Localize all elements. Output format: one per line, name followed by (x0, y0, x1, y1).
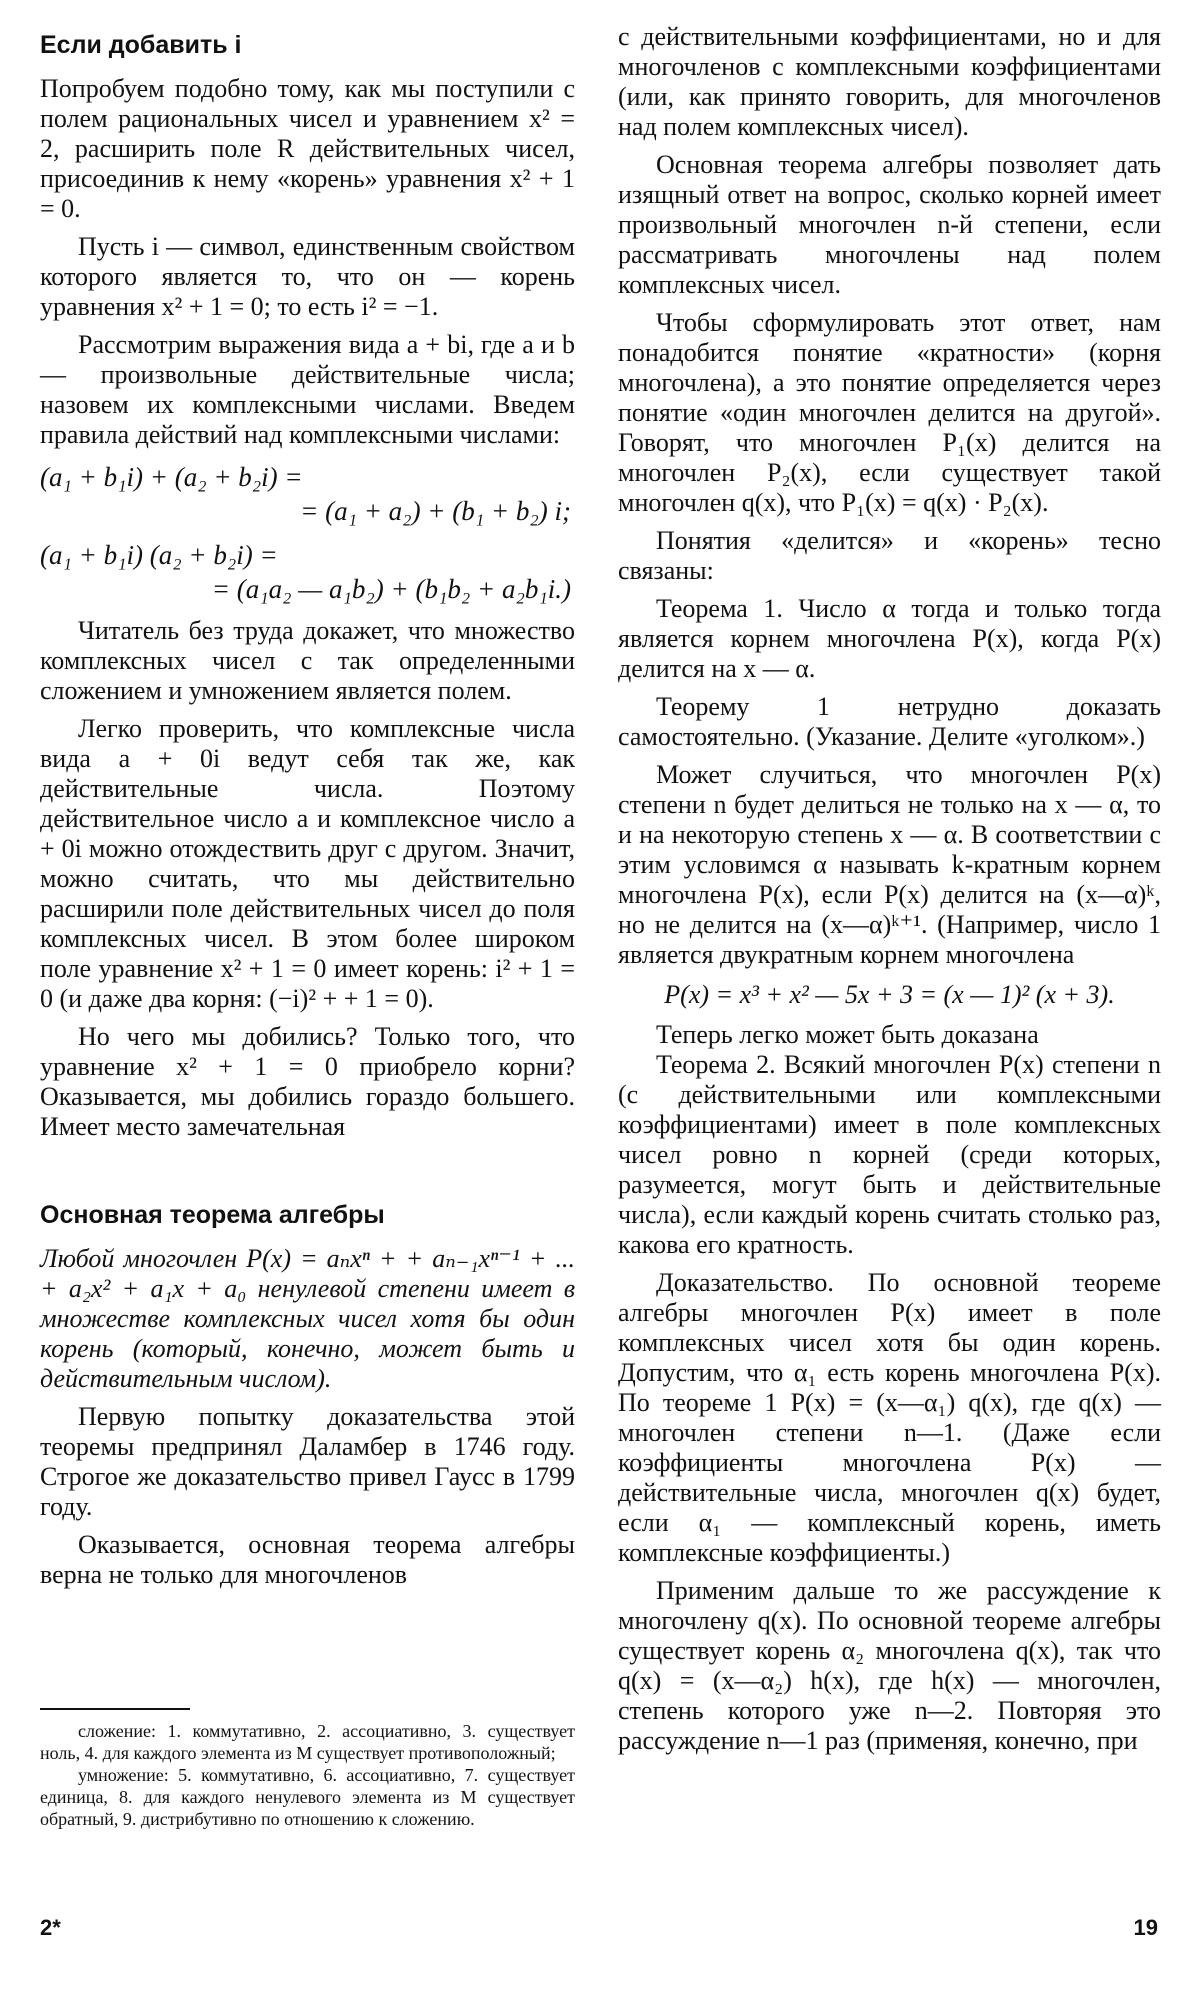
paragraph: Теперь легко может быть доказана (656, 1020, 1039, 1049)
paragraph: Первую попытку доказательства этой теоремы предпринял Даламбер в 1746 году. Строгое же доказательство привел Гаусс в 1799 году. (40, 1402, 575, 1521)
section-heading-fundamental-theorem: Основная теорема алгебры (40, 1201, 385, 1229)
paragraph: Рассмотрим выражения вида a + bi, где a и b — произвольные действительные числа; назовем их комплексными числами. Введем правила действий над комплексными числами: (40, 330, 575, 449)
paragraph: Оказывается, основная теорема алгебры верна не только для многочленов (40, 1530, 575, 1589)
theorem-1: Теорема 1. Число α тогда и только тогда является корнем многочлена P(x), когда P(x) делится на x — α. (618, 594, 1161, 683)
theorem-2: Теорема 2. Всякий многочлен P(x) степени n (с действительными или комплексными коэффициентами) имеет в поле комплексных чисел ровно n корней (среди которых, разумеется, могут быть и действительные числа), если каждый корень считать столько раз, какова его кратность. (618, 1050, 1161, 1259)
paragraph: Теорему 1 нетрудно доказать самостоятельно. (Указание. Делите «уголком».) (618, 692, 1161, 751)
formula-addition (40, 460, 575, 528)
paragraph: Легко проверить, что комплексные числа вида a + 0i ведут себя так же, как действительные числа. Поэтому действительное число a и комплексное число a + 0i можно отождествить друг с другом. Значит, можно считать, что мы действительно расширили поле действительных чисел до поля комплексных чисел. В этом более широком поле уравнение x² + 1 = 0 имеет корень: i² + 1 = 0 (и даже два корня: (−i)² + + 1 = 0). (40, 714, 575, 1013)
paragraph: Но чего мы добились? Только того, что уравнение x² + 1 = 0 приобрело корни? Оказывается, мы добились гораздо большего. Имеет место замечательная (40, 1022, 575, 1141)
footnote-multiplication: умножение: 5. коммутативно, 6. ассоциативно, 7. существует единица, 8. для каждого ненулевого элемента из M существует обратный, 9. дистрибутивно по отношению к сложению. (40, 1765, 575, 1829)
formula-line: (a₁ + b₁i) + (a₂ + b₂i) = (40, 462, 303, 492)
right-column (618, 22, 1161, 1756)
signature-mark: 2* (40, 1915, 61, 1940)
formula-line: (a₁ + b₁i) (a₂ + b₂i) = (40, 540, 278, 570)
formula-line: = (a₁a₂ — a₁b₂) + (b₁b₂ + a₂b₁i.) (211, 574, 571, 604)
left-column (40, 22, 575, 1830)
section-heading-adding-i: Если добавить i (40, 31, 242, 59)
paragraph: Читатель без труда докажет, что множество комплексных чисел с так определенными сложением и умножением является полем. (40, 616, 575, 705)
footnote-divider (40, 1708, 190, 1710)
paragraph: Попробуем подобно тому, как мы поступили с полем рациональных чисел и уравнением x² = 2, расширить поле R действительных чисел, присоединив к нему «корень» уравнения x² + 1 = 0. (40, 74, 575, 223)
page-number: 19 (1133, 1915, 1158, 1940)
paragraph: Может случиться, что многочлен P(x) степени n будет делиться не только на x — α, то и на некоторую степень x — α. В соответствии с этим условимся α называть k-кратным корнем многочлена P(x), если P(x) делится на (x—α)ᵏ, но не делится на (x—α)ᵏ⁺¹. (Например, число 1 является двукратным корнем многочлена (618, 760, 1161, 969)
paragraph: Чтобы сформулировать этот ответ, нам понадобится понятие «кратности» (корня многочлена), а это понятие определяется через понятие «один многочлен делится на другой». Говорят, что многочлен P₁(x) делится на многочлен P₂(x), если существует такой многочлен q(x), что P₁(x) = q(x) · P₂(x). (618, 308, 1161, 517)
paragraph: Применим дальше то же рассуждение к многочлену q(x). По основной теореме алгебры существует корень α₂ многочлена q(x), так что q(x) = (x—α₂) h(x), где h(x) — многочлен, степень которого уже n—2. Повторяя это рассуждение n—1 раз (применяя, конечно, при (618, 1576, 1161, 1755)
proof: Доказательство. По основной теореме алгебры многочлен P(x) имеет в поле комплексных чисел хотя бы один корень. Допустим, что α₁ есть корень многочлена P(x). По теореме 1 P(x) = (x—α₁) q(x), где q(x) — многочлен степени n—1. (Даже если коэффициенты многочлена P(x) — действительные числа, многочлен q(x) будет, если α₁ — комплексный корень, иметь комплексные коэффициенты.) (618, 1268, 1161, 1567)
paragraph: с действительными коэффициентами, но и для многочленов с комплексными коэффициентами (или, как принято говорить, для многочленов над полем комплексных чисел). (618, 22, 1161, 141)
paragraph: Понятия «делится» и «корень» тесно связаны: (618, 526, 1161, 585)
formula-multiplication (40, 538, 575, 606)
footnote-addition: сложение: 1. коммутативно, 2. ассоциативно, 3. существует ноль, 4. для каждого элемента из M существует противоположный; (40, 1721, 575, 1763)
formula-line: = (a₁ + a₂) + (b₁ + b₂) i; (300, 496, 571, 526)
formula-example-polynomial: P(x) = x³ + x² — 5x + 3 = (x — 1)² (x + 3). (664, 980, 1115, 1009)
theorem-statement: Любой многочлен P(x) = aₙxⁿ + + aₙ₋₁xⁿ⁻¹ + ... + a₂x² + a₁x + a₀ ненулевой степени имеет в множестве комплексных чисел хотя бы один корень (который, конечно, может быть и действительным числом). (40, 1244, 575, 1393)
paragraph: Основная теорема алгебры позволяет дать изящный ответ на вопрос, сколько корней имеет произвольный многочлен n-й степени, если рассматривать многочлены над полем комплексных чисел. (618, 150, 1161, 299)
paragraph: Пусть i — символ, единственным свойством которого является то, что он — корень уравнения x² + 1 = 0; то есть i² = −1. (40, 232, 575, 321)
